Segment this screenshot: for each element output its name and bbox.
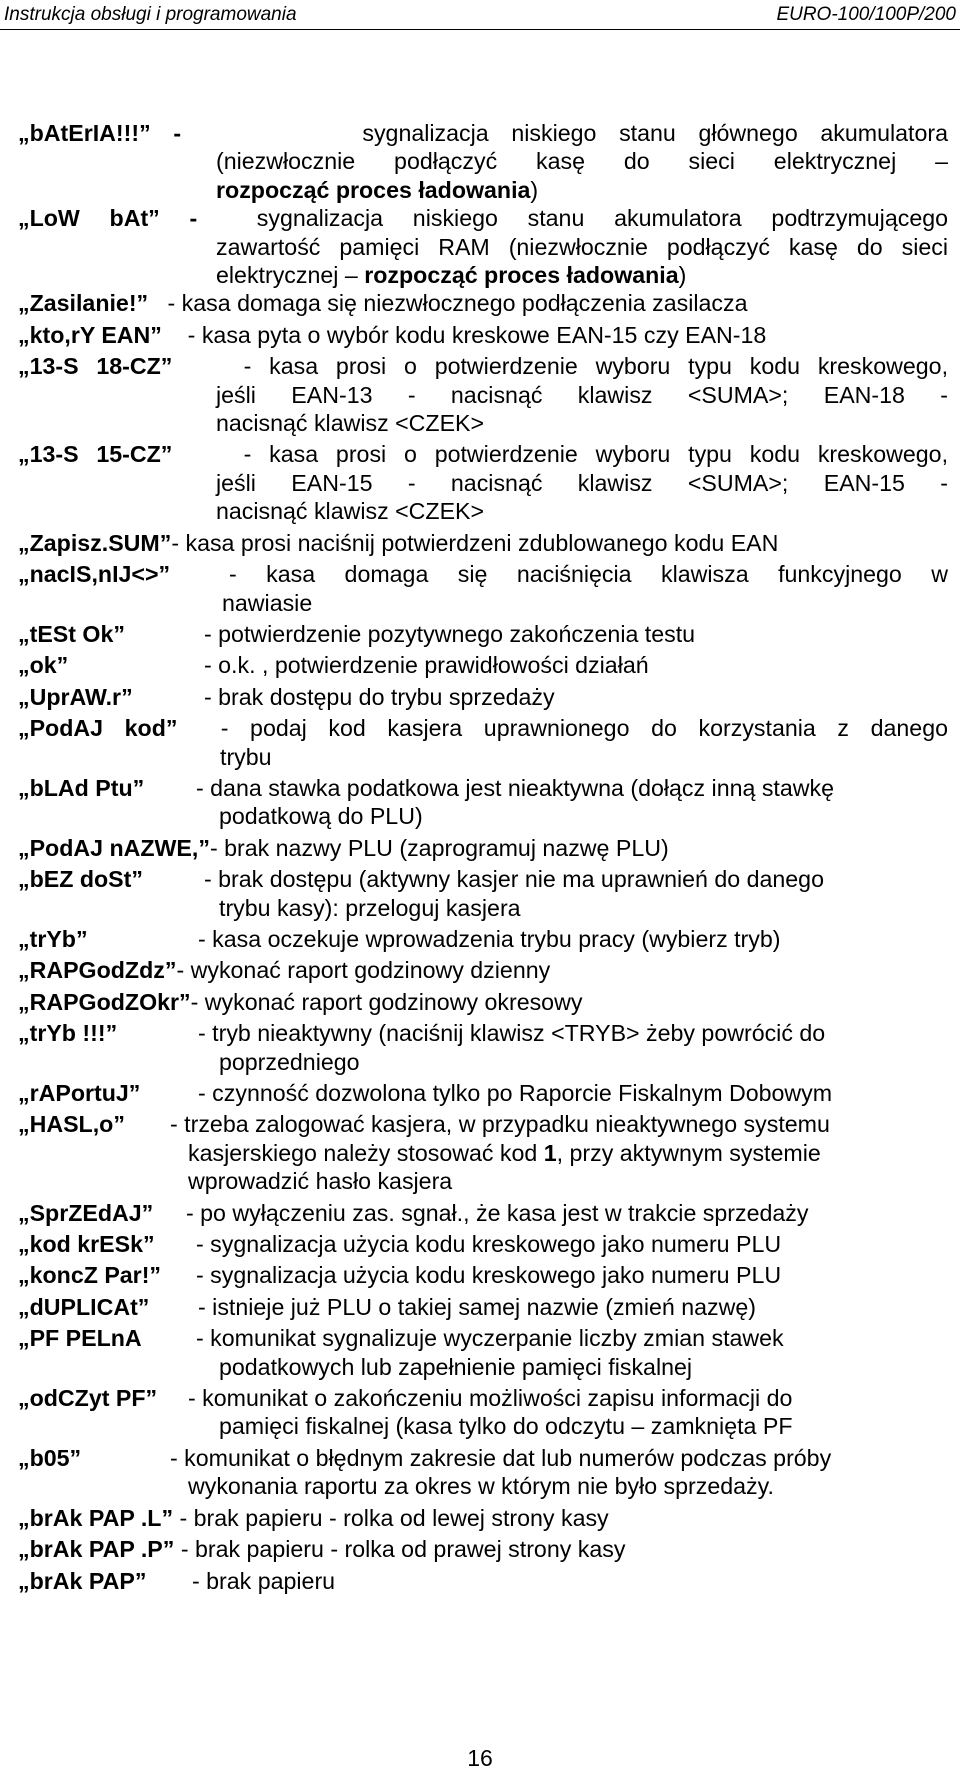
entry-text: - brak dostępu (aktywny kasjer nie ma uprawnień do danego [204, 866, 824, 893]
entry-end-par [18, 1261, 948, 1289]
entry-after-report [18, 1079, 948, 1107]
entry-code: „brAk PAP .P” [18, 1536, 175, 1563]
entry-pf-full [18, 1324, 948, 1381]
entry-ean-13-18 [18, 352, 948, 437]
entry-line: nacisnąć klawisz <CZEK> [216, 410, 485, 437]
entry-text: - brak papieru - rolka od prawej strony kasy [180, 1536, 626, 1563]
entry-test-ok [18, 620, 948, 648]
entry-text: - kasa domaga się niezwłocznego podłączenia zasilacza [167, 290, 748, 317]
entry-text: sygnalizacja niskiego stanu głównego akumulatora [362, 120, 948, 146]
entry-text: - kasa oczekuje wprowadzenia trybu pracy (wybierz tryb) [198, 925, 781, 952]
entry-line [18, 925, 948, 953]
entry-code: „brAk PAP” [18, 1567, 147, 1594]
entry-text: kasjerskiego należy stosować kod [188, 1139, 544, 1166]
entry-line [18, 774, 948, 802]
entry-code: „kod krESk” [18, 1231, 155, 1258]
entry-text: ) [678, 262, 687, 289]
entry-text: - podaj kod kasjera uprawnionego do korzystania z danego [220, 715, 948, 742]
entry-code: „RAPGodZdz” [18, 957, 177, 984]
entry-text: elektrycznej – [216, 262, 365, 289]
entry-text: - kasa prosi naciśnij potwierdzeni zdublowanego kodu EAN [171, 529, 779, 556]
entry-line [18, 1535, 948, 1563]
entry-line: nawiasie [222, 589, 313, 616]
entry-ok [18, 651, 948, 679]
entry-line [18, 204, 948, 232]
entry-line: wprowadzić hasło kasjera [188, 1168, 453, 1195]
page-number: 16 [467, 1745, 493, 1771]
entry-line [18, 714, 948, 742]
entry-code: „Zapisz.SUM” [18, 529, 172, 556]
entry-text: - kasa prosi o potwierdzenie wyboru typu kodu kreskowego, [243, 353, 949, 380]
entry-line [18, 1504, 948, 1532]
entry-text: - sygnalizacja użycia kodu kreskowego jako numeru PLU [196, 1262, 782, 1289]
entry-line [18, 352, 948, 380]
entry-line [18, 529, 948, 557]
entry-text: - komunikat sygnalizuje wyczerpanie liczby zmian stawek [196, 1325, 784, 1352]
entry-line [18, 620, 948, 648]
entry-text: - brak dostępu do trybu sprzedaży [204, 683, 555, 710]
entry-line [18, 865, 948, 893]
entry-text: - brak papieru [192, 1567, 336, 1594]
entry-code: „LoW bAt” - [18, 205, 198, 232]
entry-plu-name [18, 834, 948, 862]
entry-code: „b05” [18, 1444, 82, 1471]
entry-code: „trYb” [18, 925, 88, 952]
entry-code: „nacIS,nIJ<>” [18, 561, 171, 588]
entry-text: - dana stawka podatkowa jest nieaktywna (dołącz inną stawkę [196, 774, 835, 801]
entry-code: „dUPLICAt” [18, 1293, 150, 1320]
entry-line [18, 176, 948, 204]
entry-save-sum [18, 529, 948, 557]
entry-code: „bLAd Ptu” [18, 774, 145, 801]
entry-text: - komunikat o błędnym zakresie dat lub numerów podczas próby [170, 1444, 832, 1471]
entry-code: „kto,rY EAN” [18, 321, 162, 348]
entry-line: wykonania raportu za okres w którym nie było sprzedaży. [188, 1473, 774, 1500]
entry-line [18, 1110, 948, 1138]
entry-b05 [18, 1444, 948, 1501]
header-rule [0, 29, 960, 30]
entry-password [18, 1110, 948, 1195]
entry-duplicate [18, 1293, 948, 1321]
entry-battery-low-main [18, 119, 948, 204]
entry-line [18, 1384, 948, 1412]
entry-code: „SprZEdAJ” [18, 1199, 154, 1226]
entry-line [18, 321, 948, 349]
entry-code: „bAtErIA!!!” - [18, 120, 182, 146]
entry-text: - kasa domaga się naciśnięcia klawisza funkcyjnego w [228, 561, 949, 588]
entry-paper [18, 1567, 948, 1595]
entry-no-access [18, 865, 948, 922]
entry-text: - tryb nieaktywny (naciśnij klawisz <TRYB> żeby powrócić do [198, 1020, 826, 1047]
message-list [18, 119, 948, 1595]
entry-code: „odCZyt PF” [18, 1385, 158, 1412]
entry-code: „rAPortuJ” [18, 1080, 141, 1106]
entry-line [18, 1139, 948, 1167]
entry-code: „tESt Ok” [18, 620, 125, 647]
entry-line: (niezwłocznie podłączyć kasę do sieci elektrycznej – [216, 148, 948, 175]
entry-code: „ok” [18, 652, 69, 679]
entry-code: „13-S 18-CZ” [18, 353, 173, 380]
entry-line [18, 1293, 948, 1321]
entry-emphasis: rozpocząć proces ładowania [364, 262, 679, 289]
entry-text: - istnieje już PLU o takiej samej nazwie (zmień nazwę) [198, 1293, 757, 1320]
entry-press-key [18, 560, 948, 617]
entry-line: podatkowych lub zapełnienie pamięci fiskalnej [219, 1353, 693, 1380]
entry-code: „PodAJ kod” [18, 715, 178, 742]
entry-text: , przy aktywnym systemie [556, 1139, 821, 1166]
entry-battery-low-backup [18, 204, 948, 289]
entry-code: „HASL,o” [18, 1111, 125, 1138]
entry-line: jeśli EAN-15 - nacisnąć klawisz <SUMA>; EAN-15 - [216, 469, 948, 496]
entry-line [18, 440, 948, 468]
entry-text: - komunikat o zakończeniu możliwości zapisu informacji do [188, 1385, 793, 1412]
entry-mode [18, 925, 948, 953]
entry-upraw [18, 683, 948, 711]
entry-line [18, 1019, 948, 1047]
entry-emphasis: rozpocząć proces ładowania [216, 176, 531, 203]
entry-code: „brAk PAP .L” [18, 1504, 174, 1531]
entry-line: jeśli EAN-13 - nacisnąć klawisz <SUMA>; EAN-18 - [216, 381, 948, 408]
entry-mode-inactive [18, 1019, 948, 1076]
page-header [0, 0, 960, 28]
entry-text: - sygnalizacja użycia kodu kreskowego jako numeru PLU [196, 1231, 782, 1258]
entry-paper-right [18, 1535, 948, 1563]
entry-line [18, 988, 948, 1016]
entry-line: nacisnąć klawisz <CZEK> [216, 498, 485, 525]
entry-code: „koncZ Par!” [18, 1262, 162, 1289]
entry-code: „UprAW.r” [18, 683, 133, 710]
entry-line [18, 1261, 948, 1289]
entry-line [18, 1444, 948, 1472]
entry-line [18, 1230, 948, 1258]
entry-line: trybu kasy): przeloguj kasjera [219, 894, 521, 921]
entry-line [18, 289, 948, 317]
entry-barcode [18, 1230, 948, 1258]
entry-line [18, 1324, 948, 1352]
entry-code: „PF PELnA [18, 1325, 142, 1352]
entry-line [18, 651, 948, 679]
entry-line [18, 1567, 948, 1595]
header-model: EURO-100/100P/200 [776, 4, 956, 25]
entry-line [18, 119, 948, 147]
entry-code: „Zasilanie!” [18, 290, 149, 317]
entry-text: - kasa prosi o potwierdzenie wyboru typu kodu kreskowego, [243, 441, 949, 468]
entry-text: - po wyłączeniu zas. sgnał., że kasa jest w trakcie sprzedaży [186, 1199, 809, 1226]
entry-text: - kasa pyta o wybór kodu kreskowe EAN-15 czy EAN-18 [187, 321, 767, 348]
entry-text: - o.k. , potwierdzenie prawidłowości działań [204, 652, 649, 679]
entry-line: poprzedniego [219, 1048, 360, 1075]
entry-code: „RAPGodZOkr” [18, 988, 191, 1015]
entry-text: - potwierdzenie pozytywnego zakończenia testu [204, 620, 696, 647]
entry-line: podatkową do PLU) [219, 803, 423, 830]
entry-line: pamięci fiskalnej (kasa tylko do odczytu – zamknięta PF [219, 1413, 793, 1440]
entry-ean-13-15 [18, 440, 948, 525]
entry-power [18, 289, 948, 317]
entry-line [18, 261, 948, 289]
entry-line [18, 560, 948, 588]
entry-line [18, 1199, 948, 1227]
entry-text: - trzeba zalogować kasjera, w przypadku nieaktywnego systemu [170, 1111, 830, 1138]
entry-code: „PodAJ nAZWE,” [18, 834, 210, 861]
entry-code: „13-S 15-CZ” [18, 441, 173, 468]
entry-line: trybu [220, 743, 272, 770]
entry-code: „bEZ doSt” [18, 866, 143, 893]
entry-tax-rate [18, 774, 948, 831]
entry-emphasis: 1 [543, 1139, 557, 1166]
header-title: Instrukcja obsługi i programowania [4, 4, 297, 25]
entry-text: - brak papieru - rolka od lewej strony kasy [179, 1504, 609, 1531]
entry-read-only [18, 1384, 948, 1441]
entry-text: sygnalizacja niskiego stanu akumulatora podtrzymującego [256, 205, 949, 232]
entry-hourly-daily [18, 956, 948, 984]
entry-paper-left [18, 1504, 948, 1532]
entry-in-sale [18, 1199, 948, 1227]
entry-line [18, 834, 948, 862]
entry-ean-type [18, 321, 948, 349]
entry-line [18, 956, 948, 984]
entry-code: „trYb !!!” [18, 1020, 118, 1047]
entry-text: - wykonać raport godzinowy okresowy [190, 988, 583, 1015]
entry-line [18, 1079, 948, 1107]
entry-line [18, 683, 948, 711]
entry-hourly-periodic [18, 988, 948, 1016]
entry-text: ) [530, 176, 539, 203]
entry-cashier-code [18, 714, 948, 771]
entry-line: zawartość pamięci RAM (niezwłocznie podłączyć kasę do sieci [216, 233, 948, 260]
entry-text: - wykonać raport godzinowy dzienny [176, 957, 551, 984]
entry-text: - brak nazwy PLU (zaprogramuj nazwę PLU) [209, 834, 669, 861]
entry-text: - czynność dozwolona tylko po Raporcie Fiskalnym Dobowym [198, 1080, 833, 1106]
